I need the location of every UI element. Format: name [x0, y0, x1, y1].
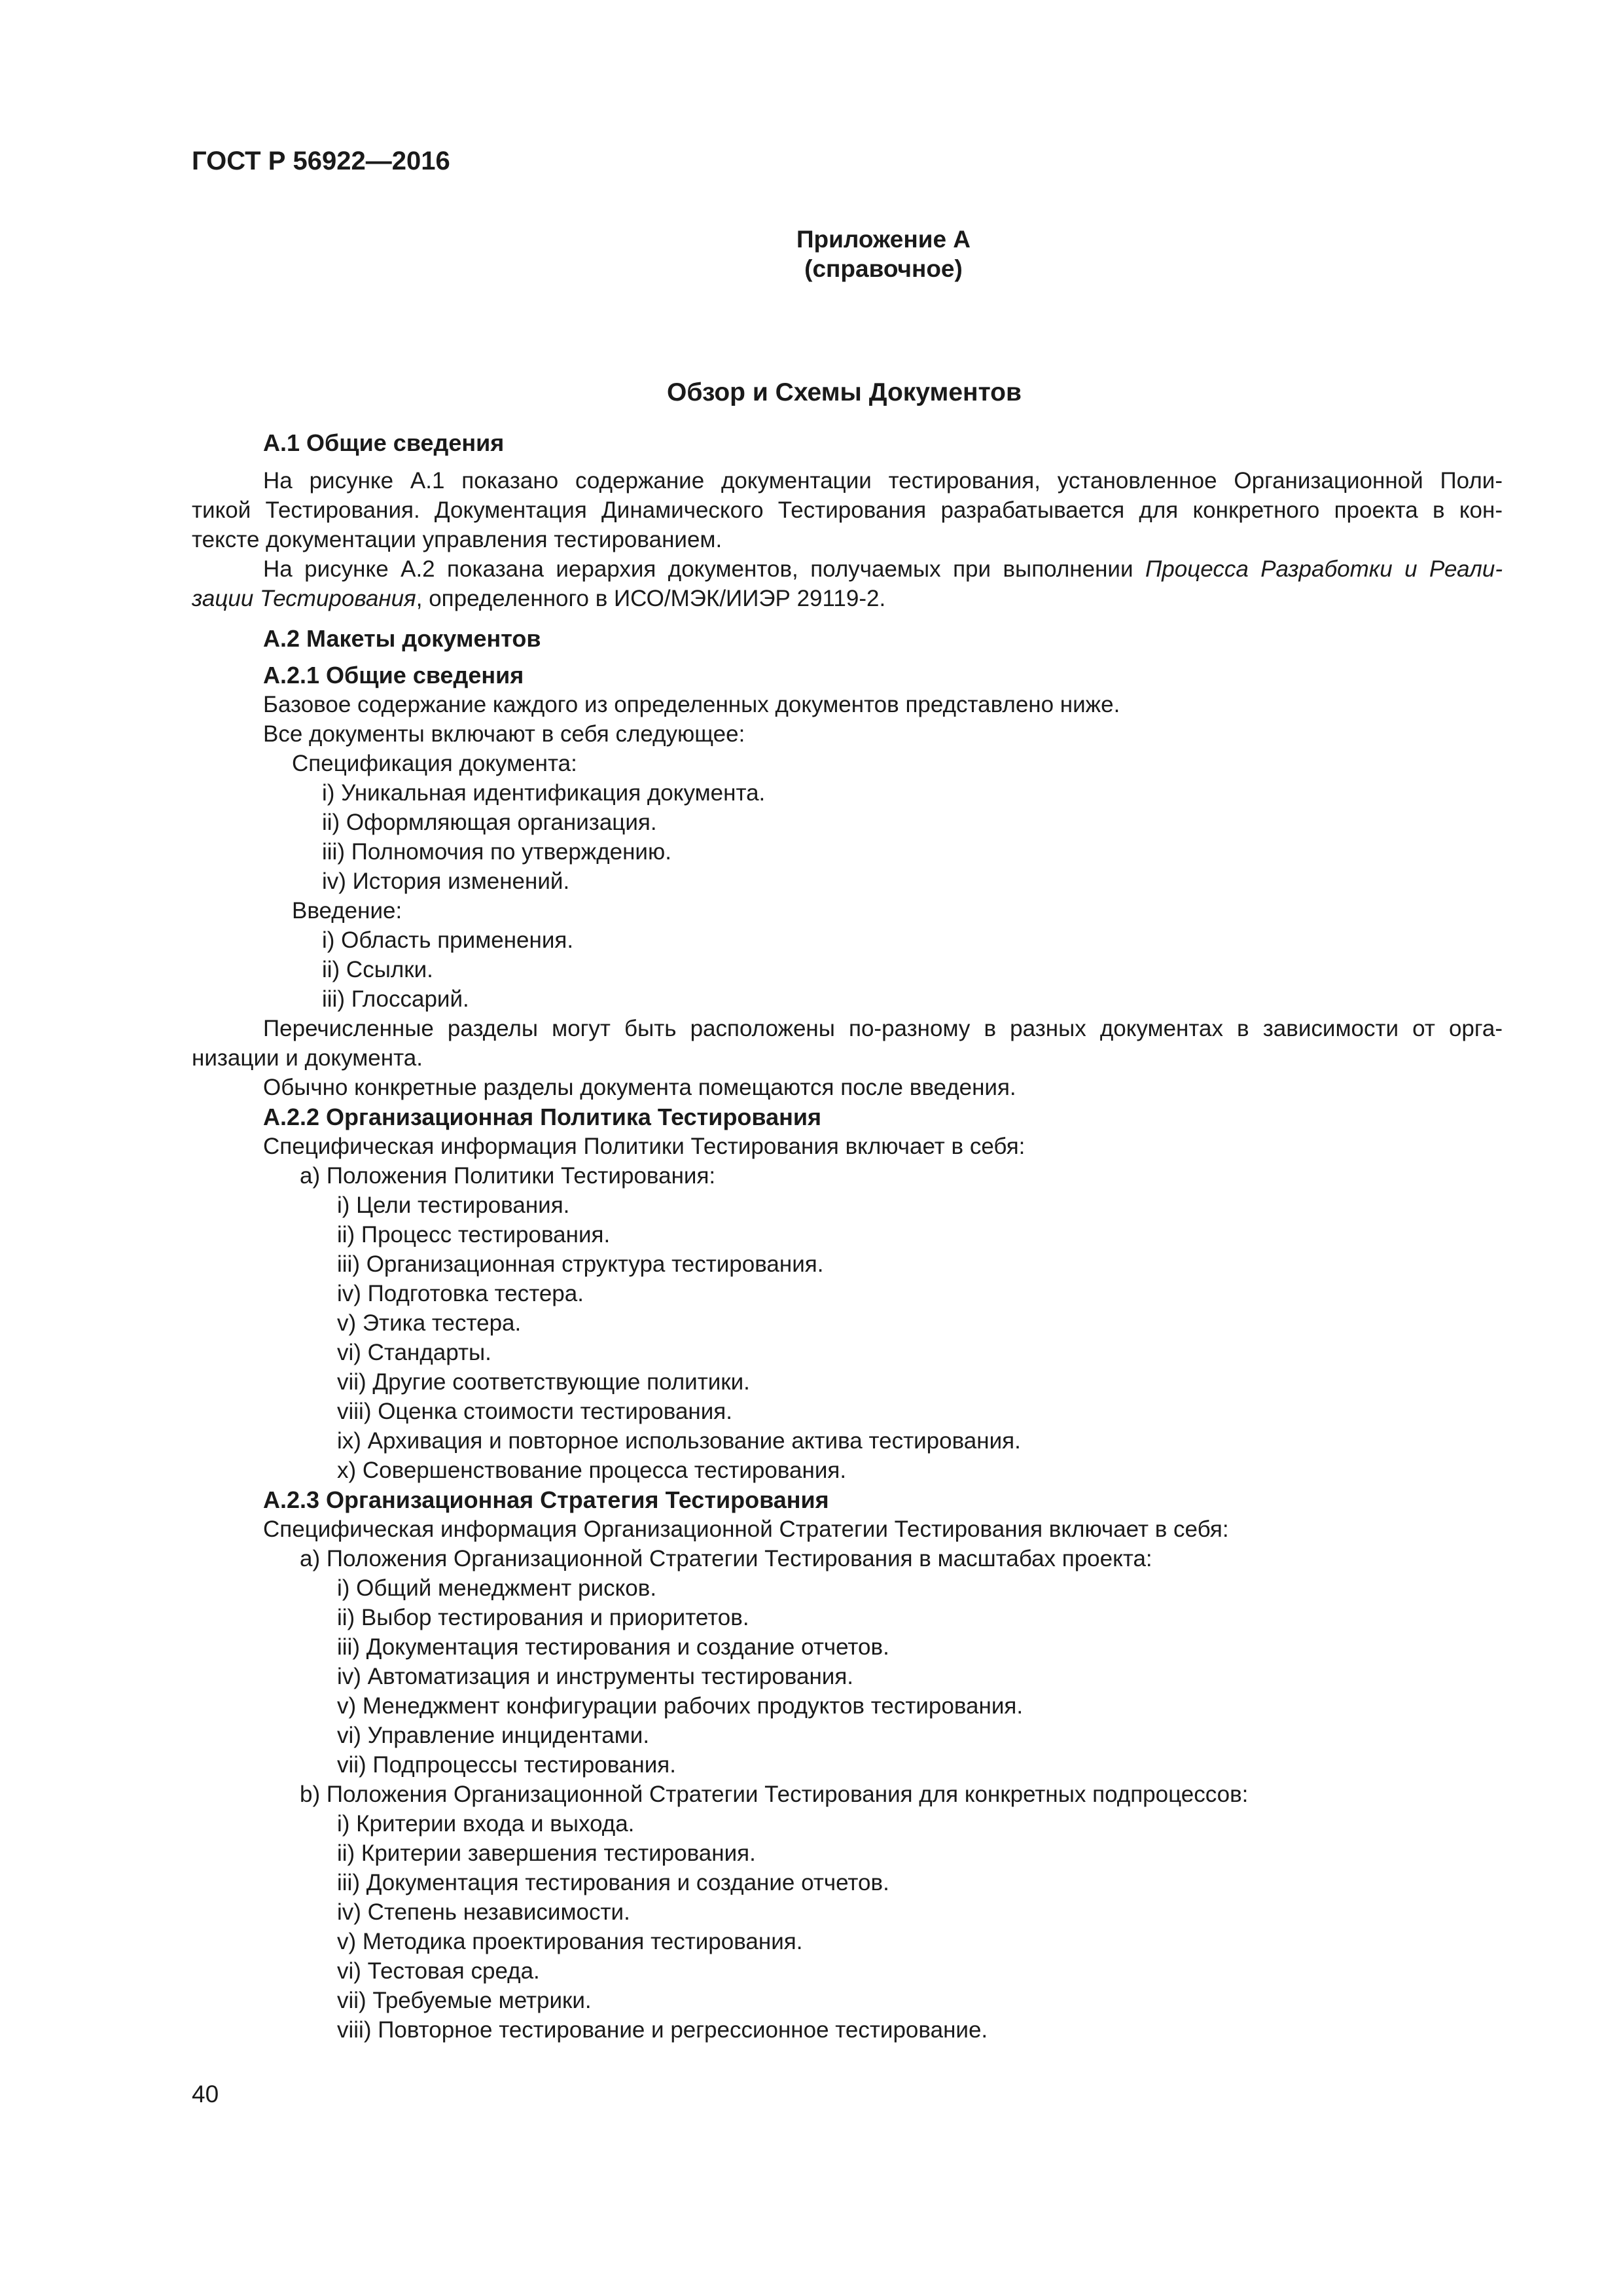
text-line: На рисунке А.2 показана иерархия документов, получаемых при выполнении Процесса Разработки и Реали- — [263, 556, 1503, 582]
text-line: а) Положения Политики Тестирования: — [300, 1163, 716, 1189]
text-line: iii) Глоссарий. — [322, 986, 469, 1012]
annex-type: (справочное) — [804, 255, 963, 282]
text-line: ii) Ссылки. — [322, 957, 433, 982]
text-line: Специфическая информация Политики Тестирования включает в себя: — [263, 1134, 1026, 1159]
text-line: ii) Процесс тестирования. — [337, 1222, 611, 1247]
text-line: vii) Другие соответствующие политики. — [337, 1369, 750, 1395]
annex-label: Приложение А — [796, 226, 971, 253]
text-line: i) Критерии входа и выхода. — [337, 1811, 635, 1837]
annex-title: Обзор и Схемы Документов — [667, 378, 1022, 406]
text-line: iii) Документация тестирования и создание отчетов. — [337, 1634, 889, 1660]
text-line: тексте документации управления тестированием. — [192, 527, 722, 552]
text-line: a) Положения Организационной Стратегии Тестирования в масштабах проекта: — [300, 1546, 1152, 1571]
page-number: 40 — [192, 2081, 219, 2108]
text-line: v) Менеджмент конфигурации рабочих продуктов тестирования. — [337, 1693, 1024, 1719]
text-line: i) Уникальная идентификация документа. — [322, 780, 766, 806]
text-line: iv) Степень независимости. — [337, 1899, 630, 1925]
text-line: b) Положения Организационной Стратегии Тестирования для конкретных подпроцессов: — [300, 1782, 1249, 1807]
text-line: vii) Подпроцессы тестирования. — [337, 1752, 676, 1778]
text-line: v) Методика проектирования тестирования. — [337, 1929, 803, 1954]
text-line: Базовое содержание каждого из определенных документов представлено ниже. — [263, 692, 1120, 717]
text-line: Спецификация документа: — [292, 751, 577, 776]
text-line: viii) Оценка стоимости тестирования. — [337, 1399, 732, 1424]
text-line: Обычно конкретные разделы документа помещаются после введения. — [263, 1075, 1016, 1100]
text-line: i) Область применения. — [322, 927, 574, 953]
text-line: ii) Критерии завершения тестирования. — [337, 1840, 756, 1866]
text-line: тикой Тестирования. Документация Динамического Тестирования разрабатывается для конкретного проекта в кон- — [192, 497, 1503, 523]
text-line: ii) Оформляющая организация. — [322, 810, 657, 835]
text-line: vi) Управление инцидентами. — [337, 1723, 650, 1748]
text-line: vi) Тестовая среда. — [337, 1958, 540, 1984]
text-line: Введение: — [292, 898, 402, 924]
section-heading: А.2.1 Общие сведения — [263, 662, 524, 689]
text-line: iv) Подготовка тестера. — [337, 1281, 584, 1306]
text-line: Все документы включают в себя следующее: — [263, 721, 745, 747]
text-line: v) Этика тестера. — [337, 1310, 522, 1336]
text-line: vii) Требуемые метрики. — [337, 1988, 592, 2013]
text-line: зации Тестирования, определенного в ИСО/МЭК/ИИЭР 29119-2. — [192, 586, 886, 611]
document-code: ГОСТ Р 56922—2016 — [192, 147, 450, 175]
text-line: Специфическая информация Организационной Стратегии Тестирования включает в себя: — [263, 1516, 1229, 1542]
text-line: x) Совершенствование процесса тестирования. — [337, 1458, 847, 1483]
text-line: viii) Повторное тестирование и регрессионное тестирование. — [337, 2017, 988, 2043]
text-line: i) Общий менеджмент рисков. — [337, 1575, 657, 1601]
section-heading: А.1 Общие сведения — [263, 429, 505, 456]
text-line: Перечисленные разделы могут быть расположены по-разному в разных документах в зависимости от орга- — [263, 1016, 1503, 1041]
text-line: iii) Организационная структура тестирования. — [337, 1251, 824, 1277]
section-heading: А.2.3 Организационная Стратегия Тестирования — [263, 1486, 829, 1513]
text-line: низации и документа. — [192, 1045, 423, 1071]
section-heading: А.2 Макеты документов — [263, 625, 541, 652]
text-line: iv) История изменений. — [322, 869, 570, 894]
text-line: iv) Автоматизация и инструменты тестирования. — [337, 1664, 854, 1689]
text-line: На рисунке А.1 показано содержание документации тестирования, установленное Организационной Поли- — [263, 468, 1503, 493]
text-line: ii) Выбор тестирования и приоритетов. — [337, 1605, 749, 1630]
section-heading: А.2.2 Организационная Политика Тестирования — [263, 1103, 821, 1130]
text-line: iii) Документация тестирования и создание отчетов. — [337, 1870, 889, 1895]
text-line: iii) Полномочия по утверждению. — [322, 839, 671, 865]
text-line: i) Цели тестирования. — [337, 1193, 570, 1218]
text-line: ix) Архивация и повторное использование актива тестирования. — [337, 1428, 1021, 1454]
text-line: vi) Стандарты. — [337, 1340, 491, 1365]
